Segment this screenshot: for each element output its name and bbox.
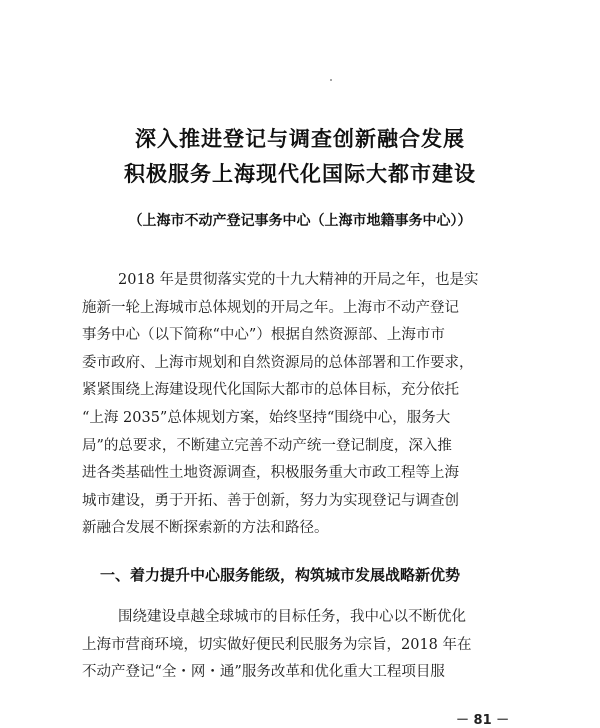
text-line: 2018 年是贯彻落实党的十九大精神的开局之年，也是实 [118, 272, 479, 288]
text-line: 上海市营商环境，切实做好便民利民服务为宗旨，2018 年在 [82, 636, 472, 653]
title-line-2: 积极服务上海现代化国际大都市建设 [124, 162, 476, 186]
text-line: 事务中心（以下简称“中心”）根据自然资源部、上海市市 [82, 327, 445, 344]
paragraph-2 [82, 604, 522, 687]
section-heading: 一、着力提升中心服务能级，构筑城市发展战略新优势 [100, 566, 461, 584]
subtitle: （上海市不动产登记事务中心（上海市地籍事务中心）） [128, 213, 472, 229]
text-line: 不动产登记“全・网・通”服务改革和优化重大工程项目服 [82, 664, 445, 681]
title-line-1: 深入推进登记与调查创新融合发展 [135, 127, 465, 151]
text-line: “上海 2035”总体规划方案，始终坚持“围绕中心，服务大 [82, 409, 451, 426]
text-line: 新融合发展不断探索新的方法和路径。 [82, 520, 329, 537]
text-line: 局”的总要求，不断建立完善不动产统一登记制度，深入推 [82, 437, 452, 454]
text-line: 委市政府、上海市规划和自然资源局的总体部署和工作要求， [82, 354, 474, 371]
text-line: 紧紧围绕上海建设现代化国际大都市的总体目标，充分依托 [82, 382, 459, 399]
paragraph-1 [82, 267, 522, 543]
text-line: 围绕建设卓越全球城市的目标任务，我中心以不断优化 [118, 609, 466, 625]
scan-speck [330, 79, 332, 81]
text-line: 进各类基础性土地资源调查，积极服务重大市政工程等上海 [82, 465, 459, 482]
page-number: － 81 － [456, 713, 510, 728]
text-line: 城市建设，勇于开拓、善于创新，努力为实现登记与调查创 [82, 492, 459, 509]
text-line: 施新一轮上海城市总体规划的开局之年。上海市不动产登记 [82, 299, 459, 316]
